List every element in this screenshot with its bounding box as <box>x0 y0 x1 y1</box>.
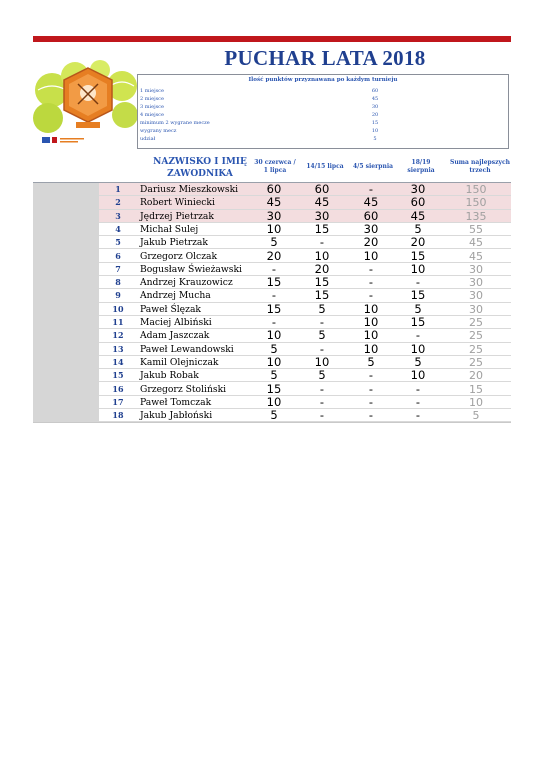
tournament-3-cell: - <box>368 182 374 196</box>
tournament-3-cell: 30 <box>363 221 379 236</box>
player-name-cell: Kamil Olejniczak <box>140 356 219 368</box>
rank-cell: 14 <box>112 356 124 367</box>
points-row: udział 5 <box>140 136 377 142</box>
tournament-4-cell: 60 <box>410 195 426 210</box>
player-name-cell: Paweł Ślęzak <box>140 303 202 315</box>
column-header-t4: 18/19 sierpnia <box>407 159 435 174</box>
tournament-1-cell: 10 <box>266 221 282 236</box>
sum-cell: 135 <box>465 209 487 223</box>
player-name-cell: Jakub Pietrzak <box>140 237 208 249</box>
table-row <box>99 356 511 369</box>
table-row <box>99 383 511 396</box>
tournament-4-cell: - <box>415 328 421 343</box>
tournament-4-cell: 10 <box>410 341 426 356</box>
rank-cell: 8 <box>115 277 121 288</box>
table-row <box>99 250 511 263</box>
table-row <box>99 369 511 382</box>
tournament-1-cell: 5 <box>270 408 278 423</box>
rank-cell: 15 <box>112 370 124 381</box>
sum-cell: 25 <box>469 316 483 329</box>
table-row <box>99 196 511 209</box>
tournament-2-cell: - <box>319 381 325 396</box>
player-name-cell: Andrzej Mucha <box>140 290 211 302</box>
tournament-3-cell: 60 <box>363 208 379 223</box>
tournament-3-cell: 10 <box>363 301 379 316</box>
rank-cell: 12 <box>112 330 124 341</box>
tournament-1-cell: 5 <box>270 341 278 356</box>
sum-cell: 20 <box>469 369 483 383</box>
column-header-t3: 4/5 sierpnia <box>353 163 393 170</box>
player-name-cell: Robert Winiecki <box>140 197 215 209</box>
tournament-4-cell: 15 <box>410 288 426 303</box>
tournament-3-cell: 10 <box>363 248 379 263</box>
rank-cell: 6 <box>115 250 121 261</box>
tournament-3-cell: - <box>368 394 374 409</box>
table-row <box>99 223 511 236</box>
tournament-2-cell: 5 <box>318 328 326 343</box>
tournament-1-cell: 10 <box>266 354 282 369</box>
table-row <box>99 343 511 356</box>
rank-cell: 3 <box>115 210 121 221</box>
tournament-1-cell: - <box>271 288 277 303</box>
points-table <box>137 74 509 149</box>
tournament-1-cell: 15 <box>266 301 282 316</box>
player-name-cell: Adam Jaszczak <box>140 330 210 342</box>
tournament-4-cell: - <box>415 394 421 409</box>
table-row <box>99 329 511 342</box>
rank-cell: 9 <box>115 290 121 301</box>
sum-cell: 10 <box>469 395 483 409</box>
column-header-t1: 30 czerwca / 1 lipca <box>254 159 296 174</box>
rank-cell: 11 <box>112 317 124 327</box>
tournament-2-cell: - <box>319 394 325 409</box>
sum-cell: 25 <box>469 355 483 369</box>
points-row: minimum 2 wygrane mecze 15 <box>140 120 379 126</box>
tournament-2-cell: - <box>319 235 325 250</box>
tournament-2-cell: 10 <box>314 354 330 369</box>
player-name-cell: Jakub Robak <box>140 370 199 382</box>
tournament-4-cell: 10 <box>410 368 426 383</box>
tournament-2-cell: 15 <box>314 288 330 303</box>
tournament-2-cell: - <box>319 315 325 329</box>
sum-cell: 30 <box>469 302 483 316</box>
column-header-name: NAZWISKO I IMIĘ ZAWODNIKA <box>153 157 247 179</box>
tournament-4-cell: - <box>415 275 421 290</box>
side-gray-column <box>33 183 99 422</box>
rank-cell: 5 <box>115 237 121 248</box>
sum-cell: 30 <box>469 262 483 276</box>
table-row <box>99 409 511 422</box>
player-name-cell: Michał Sulej <box>140 223 199 235</box>
tournament-3-cell: 45 <box>363 195 379 210</box>
tournament-2-cell: 15 <box>314 221 330 236</box>
rank-cell: 16 <box>112 383 124 394</box>
tournament-3-cell: 10 <box>363 328 379 343</box>
points-row: wygrany mecz 10 <box>140 128 379 134</box>
table-row <box>99 316 511 329</box>
tournament-1-cell: 10 <box>266 328 282 343</box>
rank-cell: 13 <box>112 343 124 354</box>
sum-cell: 30 <box>469 289 483 303</box>
tournament-2-cell: 20 <box>314 261 330 276</box>
tournament-4-cell: 20 <box>410 235 426 250</box>
tournament-1-cell: 45 <box>266 195 282 210</box>
table-row <box>99 183 511 196</box>
player-name-cell: Dariusz Mieszkowski <box>140 184 239 195</box>
tournament-3-cell: - <box>368 275 374 290</box>
table-row <box>99 276 511 289</box>
tournament-3-cell: 10 <box>363 315 379 329</box>
points-row: 3 miejsce 30 <box>140 104 379 110</box>
tournament-3-cell: - <box>368 381 374 396</box>
sum-cell: 150 <box>465 183 487 196</box>
column-header-sum: Suma najlepszych trzech <box>449 159 511 174</box>
tournament-2-cell: 5 <box>318 301 326 316</box>
player-name-cell: Jędrzej Pietrzak <box>140 210 214 222</box>
tournament-4-cell: 5 <box>414 301 422 316</box>
table-row <box>99 303 511 316</box>
table-row <box>99 396 511 409</box>
player-name-cell: Grzegorz Stoliński <box>140 383 227 395</box>
sponsor-logo-icon <box>34 135 104 145</box>
player-name-cell: Paweł Tomczak <box>140 396 212 408</box>
tournament-1-cell: 15 <box>266 381 282 396</box>
tournament-3-cell: 10 <box>363 341 379 356</box>
table-row <box>99 263 511 276</box>
points-table-heading: Ilość punktów przyznawana po każdym turnieju <box>248 77 398 83</box>
page-title: PUCHAR LATA 2018 <box>224 46 426 70</box>
tournament-3-cell: - <box>368 261 374 276</box>
tournament-3-cell: - <box>368 288 374 303</box>
tournament-4-cell: 30 <box>410 182 426 196</box>
sum-cell: 55 <box>469 222 483 236</box>
tournament-3-cell: - <box>368 408 374 423</box>
tournament-2-cell: - <box>319 408 325 423</box>
tournament-1-cell: 5 <box>270 235 278 250</box>
tournament-4-cell: - <box>415 408 421 423</box>
sum-cell: 5 <box>472 409 480 423</box>
top-red-bar <box>33 36 511 42</box>
rank-cell: 7 <box>115 263 121 274</box>
points-row: 2 miejsce 45 <box>140 96 379 102</box>
tournament-4-cell: 10 <box>410 261 426 276</box>
player-name-cell: Bogusław Świeżawski <box>140 263 242 275</box>
tennis-logo-icon <box>30 60 138 140</box>
player-name-cell: Paweł Lewandowski <box>140 343 234 355</box>
table-row <box>99 210 511 223</box>
points-row: 1 miejsce 60 <box>140 88 379 94</box>
player-name-cell: Grzegorz Olczak <box>140 250 218 262</box>
tournament-3-cell: 20 <box>363 235 379 250</box>
tournament-2-cell: 30 <box>314 208 330 223</box>
table-row <box>99 236 511 249</box>
sum-cell: 45 <box>469 236 483 250</box>
rank-cell: 10 <box>112 303 124 314</box>
tournament-1-cell: 15 <box>266 275 282 290</box>
tournament-1-cell: - <box>271 315 277 329</box>
tournament-1-cell: 30 <box>266 208 282 223</box>
rank-cell: 2 <box>115 197 121 208</box>
sum-cell: 30 <box>469 276 483 290</box>
tournament-1-cell: 5 <box>270 368 278 383</box>
sum-cell: 150 <box>465 196 487 210</box>
tournament-2-cell: 5 <box>318 368 326 383</box>
tournament-1-cell: - <box>271 261 277 276</box>
tournament-1-cell: 10 <box>266 394 282 409</box>
tournament-3-cell: 5 <box>367 354 375 369</box>
rank-cell: 18 <box>112 410 124 421</box>
sum-cell: 45 <box>469 249 483 263</box>
table-row <box>99 289 511 302</box>
sum-cell: 15 <box>469 382 483 396</box>
tournament-2-cell: 10 <box>314 248 330 263</box>
rank-cell: 17 <box>112 396 124 407</box>
sum-cell: 25 <box>469 329 483 343</box>
tournament-4-cell: 5 <box>414 221 422 236</box>
tournament-4-cell: 15 <box>410 248 426 263</box>
rank-cell: 4 <box>115 223 121 234</box>
sum-cell: 25 <box>469 342 483 356</box>
tournament-1-cell: 60 <box>266 182 282 196</box>
tournament-4-cell: 15 <box>410 315 426 329</box>
points-row: 4 miejsce 20 <box>140 112 379 118</box>
player-name-cell: Andrzej Krauzowicz <box>140 277 233 289</box>
tournament-3-cell: - <box>368 368 374 383</box>
tournament-2-cell: - <box>319 341 325 356</box>
player-name-cell: Jakub Jabłoński <box>140 410 213 422</box>
column-header-t2: 14/15 lipca <box>306 163 344 170</box>
tournament-4-cell: 45 <box>410 208 426 223</box>
tournament-2-cell: 60 <box>314 182 330 196</box>
player-name-cell: Maciej Albiński <box>140 317 212 328</box>
tournament-4-cell: 5 <box>414 354 422 369</box>
tournament-1-cell: 20 <box>266 248 282 263</box>
tournament-2-cell: 15 <box>314 275 330 290</box>
table-bottom-line <box>33 422 511 423</box>
rank-cell: 1 <box>115 184 121 194</box>
tournament-2-cell: 45 <box>314 195 330 210</box>
tournament-4-cell: - <box>415 381 421 396</box>
